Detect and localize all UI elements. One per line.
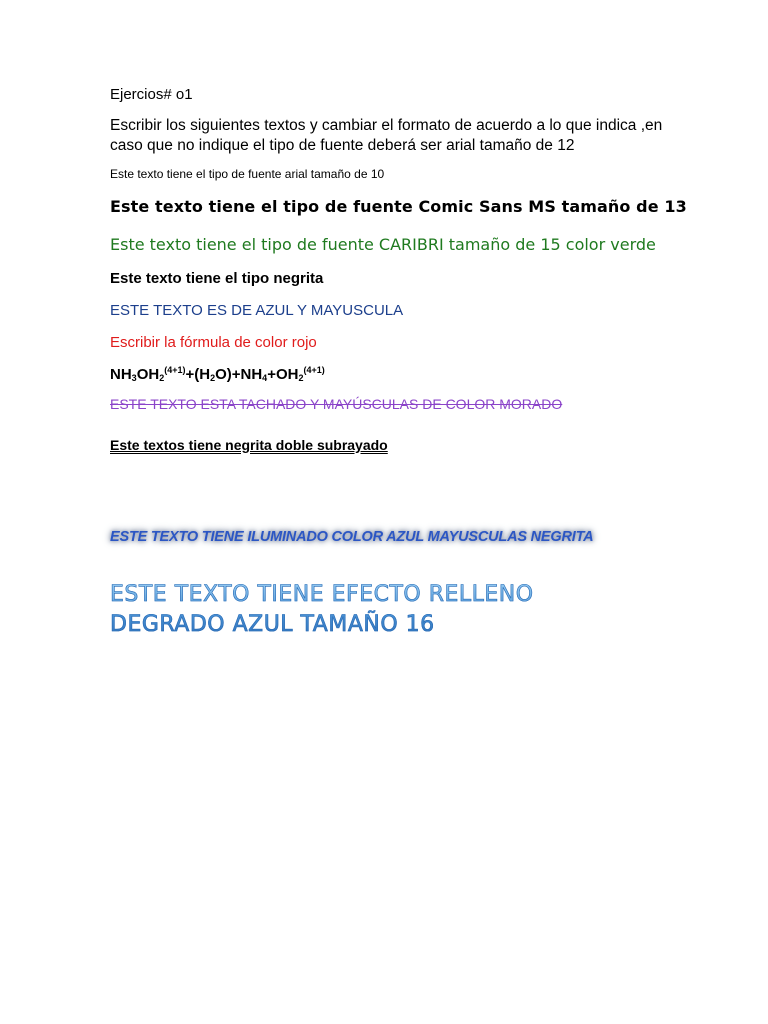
- formula-superscript: (4+1): [164, 365, 186, 375]
- formula-part: O)+NH: [215, 366, 263, 383]
- formula-subscript: 2: [298, 373, 304, 383]
- red-line: Escribir la fórmula de color rojo: [110, 334, 317, 351]
- calibri-green-line: Este texto tiene el tipo de fuente CARIBRI tamaño de 15 color verde: [110, 235, 656, 254]
- glow-blue-line: ESTE TEXTO TIENE ILUMINADO COLOR AZUL MAYUSCULAS NEGRITA: [110, 529, 594, 545]
- formula-part: OH: [136, 366, 160, 383]
- blue-caps-line: ESTE TEXTO ES DE AZUL Y MAYUSCULA: [110, 302, 404, 319]
- exercise-title: Ejercios# o1: [110, 86, 193, 103]
- strikethrough-purple-line: ESTE TEXTO ESTA TACHADO Y MAYÚSCULAS DE COLOR MORADO: [110, 396, 563, 412]
- gradient-fill-line: ESTE TEXTO TIENE EFECTO RELLENO DEGRADO AZUL TAMAÑO 16: [110, 580, 630, 640]
- arial-10-line: Este texto tiene el tipo de fuente arial tamaño de 10: [110, 167, 385, 181]
- formula-subscript: 2: [210, 373, 216, 383]
- formula-part: NH: [110, 366, 132, 383]
- formula-subscript: 4: [262, 373, 268, 383]
- chemical-formula: [110, 365, 325, 383]
- formula-subscript: 2: [159, 373, 165, 383]
- bold-line: Este texto tiene el tipo negrita: [110, 270, 324, 287]
- formula-superscript: (4+1): [303, 365, 325, 375]
- formula-subscript: 3: [131, 373, 137, 383]
- instructions-paragraph: Escribir los siguientes textos y cambiar el formato de acuerdo a lo que indica ,en caso que no indique el tipo de fuente deberá ser arial tamaño de 12: [110, 117, 663, 154]
- comic-sans-13-line: Este texto tiene el tipo de fuente Comic Sans MS tamaño de 13: [110, 197, 687, 216]
- double-underline-line: Este textos tiene negrita doble subrayado: [110, 437, 388, 453]
- formula-part: +OH: [267, 366, 299, 383]
- formula-part: +(H: [185, 366, 211, 383]
